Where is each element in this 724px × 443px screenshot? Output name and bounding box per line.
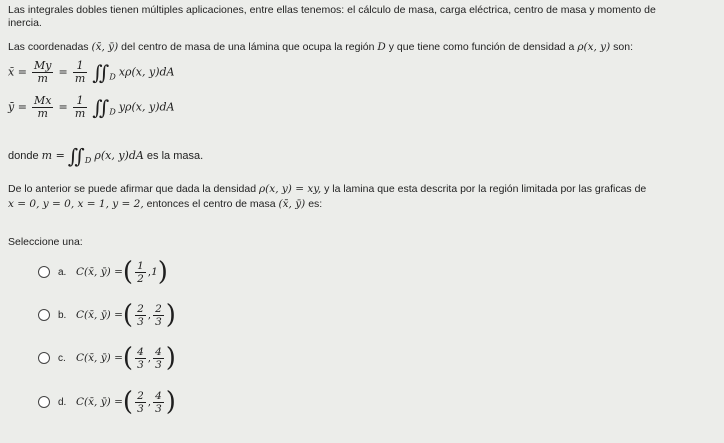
coords-text-3: y que tiene como función de densidad a bbox=[388, 41, 575, 53]
fraction-numerator: 4 bbox=[137, 345, 144, 358]
option-fraction bbox=[135, 260, 146, 285]
coords-pair: (x̄, ȳ) bbox=[91, 41, 119, 53]
mass-definition bbox=[8, 144, 203, 168]
fraction-my-m bbox=[32, 60, 53, 85]
mass-lhs: m = bbox=[41, 148, 65, 162]
fraction-numerator: 4 bbox=[155, 345, 162, 358]
fraction-numerator: 2 bbox=[137, 389, 144, 402]
fraction-denominator: m bbox=[74, 107, 86, 120]
fraction-denominator: 3 bbox=[137, 315, 144, 328]
fraction-denominator: m bbox=[74, 72, 86, 85]
option-fraction bbox=[153, 303, 164, 328]
fraction-denominator: 3 bbox=[155, 358, 162, 371]
option-lhs: C(x̄, ȳ) = bbox=[76, 309, 123, 321]
problem-pair: (x̄, ȳ) bbox=[278, 198, 306, 210]
fraction-numerator: 1 bbox=[73, 60, 87, 73]
coords-text: Las coordenadas bbox=[8, 41, 89, 53]
option-d[interactable]: d. C(x̄, ȳ) = ( $\frac{2}{3}$ , $\frac{4}{3}$ ) bbox=[38, 389, 176, 415]
fraction-one-m bbox=[73, 60, 87, 85]
coords-sentence bbox=[8, 41, 633, 53]
problem-line-2 bbox=[8, 198, 322, 210]
option-lhs: C(x̄, ȳ) = bbox=[76, 396, 123, 408]
problem-bounds: x = 0, y = 0, x = 1, y = 2, bbox=[8, 198, 144, 210]
fraction-denominator: m bbox=[37, 107, 48, 120]
fraction-denominator: 3 bbox=[137, 358, 144, 371]
fraction-denominator: 3 bbox=[155, 402, 162, 415]
radio-button[interactable] bbox=[38, 309, 50, 321]
problem-text-a: De lo anterior se puede afirmar que dada la densidad bbox=[8, 183, 257, 195]
fraction-numerator: 4 bbox=[155, 389, 162, 402]
coords-text-2: del centro de masa de una lámina que ocupa la región bbox=[121, 41, 375, 53]
option-fraction bbox=[135, 346, 146, 371]
option-a[interactable]: a. C(x̄, ȳ) = ( $\frac{1}{2}$ , 1 ) bbox=[38, 259, 168, 285]
region-symbol: D bbox=[377, 41, 386, 53]
option-second-value: 1 bbox=[151, 266, 158, 278]
option-lhs: C(x̄, ȳ) = bbox=[76, 352, 123, 364]
option-letter: d. bbox=[58, 396, 67, 408]
fraction-denominator: 3 bbox=[137, 402, 144, 415]
option-fraction bbox=[153, 390, 164, 415]
fraction-one-m bbox=[73, 95, 87, 120]
intro-line-1: Las integrales dobles tienen múltiples aplicaciones, entre ellas tenemos: el cálculo de masa, carga eléctrica, centro de masa y momento de bbox=[8, 4, 656, 16]
fraction-denominator: 3 bbox=[155, 315, 162, 328]
problem-density: ρ(x, y) = xy, bbox=[259, 183, 322, 195]
option-c[interactable]: c. C(x̄, ȳ) = ( $\frac{4}{3}$ , $\frac{4}{3}$ ) bbox=[38, 345, 176, 371]
radio-button[interactable] bbox=[38, 352, 50, 364]
formula-x-bar: x̄ = $\frac{My}{m}$ = $\frac{1}{m}$ $∬_D$ xρ(x, y)dA bbox=[8, 59, 175, 85]
option-letter: a. bbox=[58, 266, 67, 278]
option-letter: c. bbox=[58, 352, 66, 364]
integral-region: D bbox=[109, 107, 116, 117]
formula-y-lhs: ȳ = bbox=[8, 100, 27, 114]
density-symbol: ρ(x, y) bbox=[577, 41, 611, 53]
option-fraction bbox=[135, 390, 146, 415]
option-b[interactable]: b. C(x̄, ȳ) = ( $\frac{2}{3}$ , $\frac{2}{3}$ ) bbox=[38, 302, 176, 328]
radio-button[interactable] bbox=[38, 396, 50, 408]
formula-y-bar: ȳ = $\frac{Mx}{m}$ = $\frac{1}{m}$ $∬_D$ yρ(x, y)dA bbox=[8, 94, 175, 120]
fraction-denominator: 2 bbox=[137, 272, 144, 285]
mass-text: es la masa. bbox=[146, 149, 204, 162]
problem-text-d: es: bbox=[308, 198, 323, 210]
radio-button[interactable] bbox=[38, 266, 50, 278]
double-integral-icon: ∬ bbox=[92, 95, 110, 120]
fraction-denominator: m bbox=[37, 72, 48, 85]
select-label: Seleccione una: bbox=[8, 236, 83, 248]
integral-region: D bbox=[109, 72, 116, 82]
double-integral-icon: ∬ bbox=[67, 144, 85, 168]
mass-integrand: ρ(x, y)dA bbox=[94, 148, 144, 162]
coords-text-4: son: bbox=[613, 41, 633, 53]
integral-region: D bbox=[84, 155, 92, 165]
problem-text-b: y la lamina que esta descrita por la región limitada por las graficas de bbox=[324, 183, 647, 195]
option-fraction bbox=[135, 303, 146, 328]
fraction-numerator: My bbox=[33, 59, 52, 72]
double-integral-icon: ∬ bbox=[92, 60, 110, 85]
option-fraction bbox=[153, 346, 164, 371]
formula-x-integrand: xρ(x, y)dA bbox=[118, 65, 175, 79]
fraction-numerator: 2 bbox=[137, 302, 144, 315]
option-letter: b. bbox=[58, 309, 67, 321]
donde-label: donde bbox=[8, 149, 39, 162]
intro-line-2: inercia. bbox=[8, 17, 42, 29]
problem-text-c: entonces el centro de masa bbox=[146, 198, 276, 210]
problem-line-1 bbox=[8, 183, 646, 195]
fraction-numerator: Mx bbox=[34, 94, 52, 107]
option-lhs: C(x̄, ȳ) = bbox=[76, 266, 123, 278]
fraction-numerator: 1 bbox=[73, 95, 87, 108]
formula-y-integrand: yρ(x, y)dA bbox=[118, 100, 175, 114]
fraction-mx-m bbox=[32, 95, 53, 120]
fraction-numerator: 2 bbox=[155, 302, 162, 315]
fraction-numerator: 1 bbox=[137, 259, 144, 272]
formula-x-lhs: x̄ = bbox=[8, 65, 27, 79]
